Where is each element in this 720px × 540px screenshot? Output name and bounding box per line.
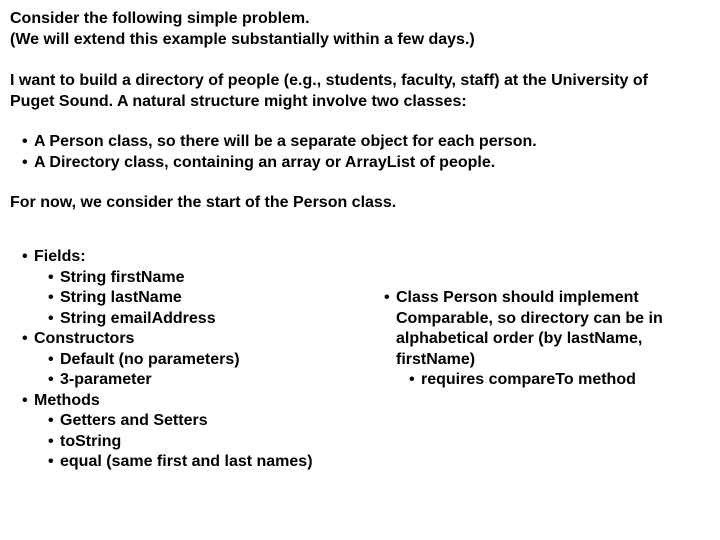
intro-line-1: Consider the following simple problem. [10, 10, 310, 27]
note-sub-text: requires compareTo method [421, 371, 636, 388]
classes-list [22, 132, 537, 173]
list-item [22, 411, 313, 432]
description-paragraph [10, 71, 648, 112]
method-equal: equal (same first and last names) [60, 453, 313, 470]
bullet-icon: • [48, 268, 54, 286]
list-item [22, 288, 313, 309]
bullet-icon: • [48, 309, 54, 327]
list-item [22, 452, 313, 473]
note-line-1 [384, 288, 663, 309]
method-to-string: toString [60, 432, 122, 450]
outline-methods-heading [22, 391, 313, 412]
intro-paragraph [10, 9, 475, 50]
outline-fields-heading [22, 247, 313, 268]
constructor-default: Default (no parameters) [60, 350, 240, 368]
list-item [22, 268, 313, 289]
constructors-label: Constructors [34, 330, 135, 347]
comparable-note [384, 288, 663, 391]
note-line-3: alphabetical order (by lastName, [396, 330, 643, 347]
bullet-icon: • [409, 371, 415, 388]
class-item-person: A Person class, so there will be a separate object for each person. [34, 133, 537, 150]
description-line-2: Puget Sound. A natural structure might involve two classes: [10, 92, 467, 110]
class-item-directory: A Directory class, containing an array or ArrayList of people. [34, 153, 496, 171]
bullet-icon: • [48, 453, 54, 470]
bullet-icon: • [22, 248, 28, 265]
field-first-name: String firstName [60, 268, 185, 286]
note-sub-item [384, 370, 663, 391]
bullet-icon: • [384, 289, 390, 306]
methods-label: Methods [34, 391, 100, 409]
bullet-icon: • [48, 412, 54, 429]
list-item [22, 350, 313, 371]
fields-label: Fields: [34, 248, 86, 265]
bullet-icon: • [22, 153, 28, 171]
field-last-name: String lastName [60, 289, 182, 306]
person-outline [22, 247, 313, 473]
focus-text: For now, we consider the start of the Person class. [10, 194, 397, 211]
bullet-icon: • [48, 371, 54, 388]
list-item [22, 432, 313, 453]
list-item [22, 132, 537, 153]
bullet-icon: • [22, 391, 28, 409]
focus-paragraph [10, 193, 396, 214]
method-getters-setters: Getters and Setters [60, 412, 208, 429]
constructor-three-param: 3-parameter [60, 371, 152, 388]
note-text-1: Class Person should implement [396, 289, 639, 306]
bullet-icon: • [48, 432, 54, 450]
list-item [22, 370, 313, 391]
bullet-icon: • [22, 133, 28, 150]
note-line-4: firstName) [396, 350, 476, 368]
outline-constructors-heading [22, 329, 313, 350]
intro-line-2: (We will extend this example substantially within a few days.) [10, 30, 475, 48]
list-item [22, 153, 537, 174]
bullet-icon: • [48, 350, 54, 368]
note-line-2: Comparable, so directory can be in [396, 309, 663, 327]
list-item [22, 309, 313, 330]
bullet-icon: • [22, 330, 28, 347]
field-email-address: String emailAddress [60, 309, 216, 327]
description-line-1: I want to build a directory of people (e.g., students, faculty, staff) at the University of [10, 72, 648, 89]
bullet-icon: • [48, 289, 54, 306]
